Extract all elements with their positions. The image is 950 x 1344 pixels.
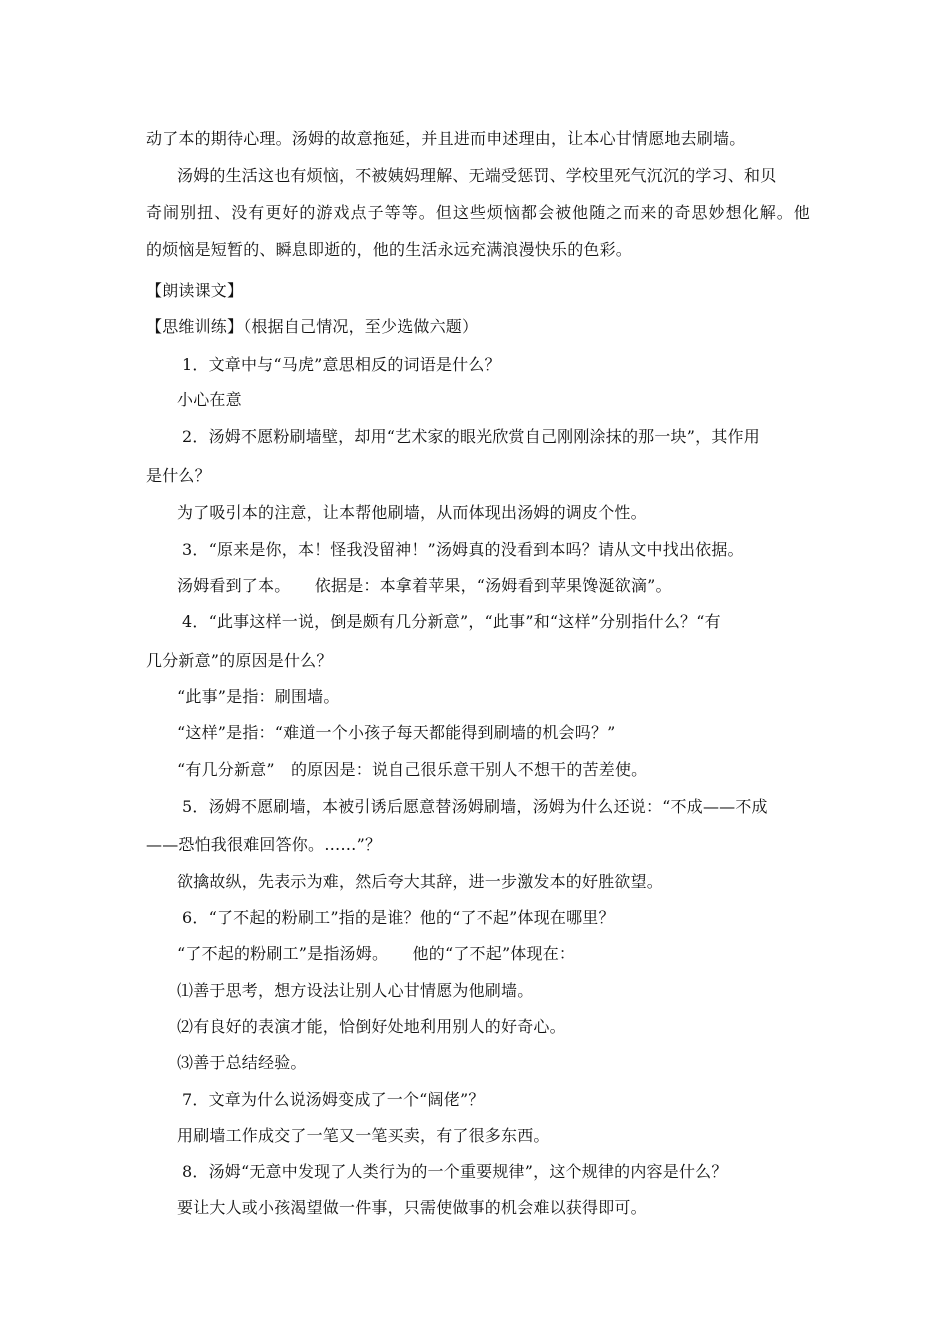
answer-line: “了不起的粉刷工”是指汤姆。 他的“了不起”体现在： (177, 944, 576, 963)
question-line: 1．文章中与“马虎”意思相反的词语是什么？ (182, 355, 501, 374)
answer-line: 要让大人或小孩渴望做一件事，只需使做事的机会难以获得即可。 (177, 1198, 647, 1217)
question-line: 2．汤姆不愿粉刷墙壁，却用“艺术家的眼光欣赏自己刚刚涂抹的那一块”，其作用 (182, 427, 760, 446)
question-line: 4．“此事这样一说，倒是颇有几分新意”，“此事”和“这样”分别指什么？“有 (182, 612, 721, 631)
question-line: ——恐怕我很难回答你。……”？ (146, 835, 382, 854)
answer-line: “有几分新意” 的原因是：说自己很乐意干别人不想干的苦差使。 (177, 760, 648, 779)
answer-line: 汤姆看到了本。 依据是：本拿着苹果，“汤姆看到苹果馋涎欲滴”。 (177, 576, 672, 595)
question-line: 是什么？ (146, 466, 211, 485)
question-line: 8．汤姆“无意中发现了人类行为的一个重要规律”，这个规律的内容是什么？ (182, 1162, 728, 1181)
paragraph-line: 汤姆的生活这也有烦恼，不被姨妈理解、无端受惩罚、学校里死气沉沉的学习、和贝 (177, 166, 777, 185)
question-line: 5．汤姆不愿刷墙，本被引诱后愿意替汤姆刷墙，汤姆为什么还说：“不成——不成 (182, 797, 768, 816)
question-line: 7．文章为什么说汤姆变成了一个“阔佬”？ (182, 1090, 485, 1109)
answer-line: ⑵有良好的表演才能，恰倒好处地利用别人的好奇心。 (177, 1017, 566, 1036)
answer-line: 欲擒故纵，先表示为难，然后夸大其辞，进一步激发本的好胜欲望。 (177, 872, 664, 891)
answer-line: “此事”是指：刷围墙。 (177, 687, 340, 706)
answer-line: “这样”是指：“难道一个小孩子每天都能得到刷墙的机会吗？” (177, 723, 616, 742)
answer-line: 为了吸引本的注意，让本帮他刷墙，从而体现出汤姆的调皮个性。 (177, 503, 647, 522)
answer-line: ⑴善于思考，想方设法让别人心甘情愿为他刷墙。 (177, 981, 534, 1000)
answer-line: 用刷墙工作成交了一笔又一笔买卖，有了很多东西。 (177, 1126, 550, 1145)
paragraph-line: 奇闹别扭、没有更好的游戏点子等等。但这些烦恼都会被他随之而来的奇思妙想化解。他 (146, 203, 810, 222)
answer-line: 小心在意 (177, 390, 242, 409)
section-heading: 【思维训练】（根据自己情况，至少选做六题） (146, 317, 479, 336)
paragraph-line: 的烦恼是短暂的、瞬息即逝的，他的生活永远充满浪漫快乐的色彩。 (146, 240, 633, 259)
section-heading: 【朗读课文】 (146, 281, 244, 300)
question-line: 几分新意”的原因是什么？ (146, 651, 333, 670)
answer-line: ⑶善于总结经验。 (177, 1053, 307, 1072)
paragraph-line: 动了本的期待心理。汤姆的故意拖延，并且进而申述理由，让本心甘情愿地去刷墙。 (146, 129, 746, 148)
question-line: 3．“原来是你，本！怪我没留神！”汤姆真的没看到本吗？请从文中找出依据。 (182, 540, 744, 559)
question-line: 6．“了不起的粉刷工”指的是谁？他的“了不起”体现在哪里？ (182, 908, 615, 927)
